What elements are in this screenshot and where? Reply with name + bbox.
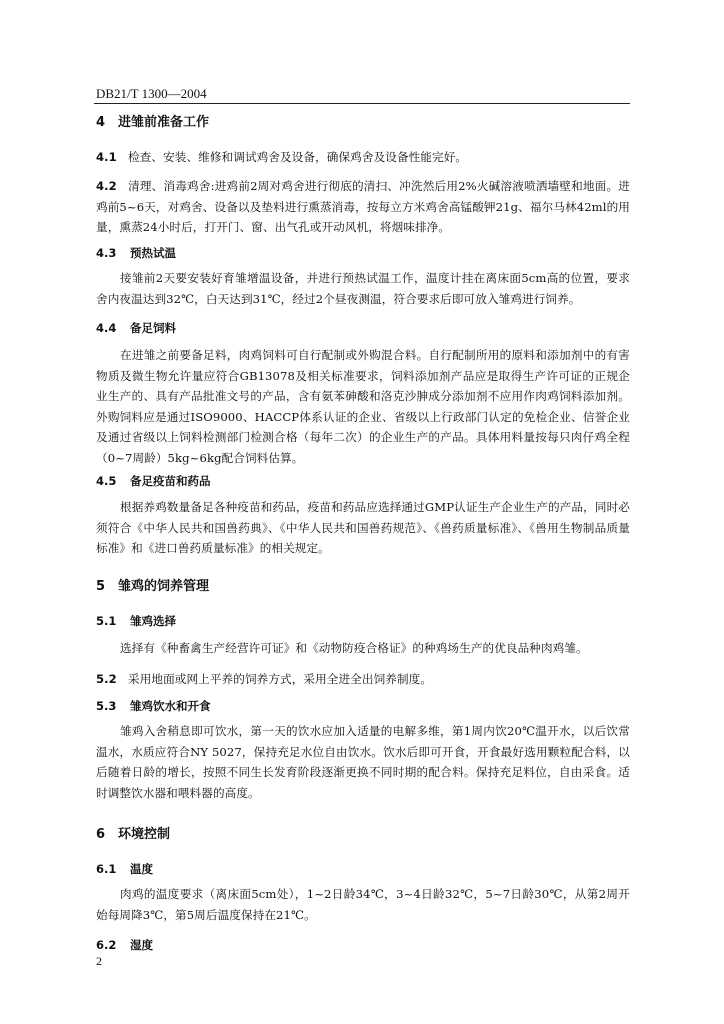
- section-title: 环境控制: [118, 827, 171, 842]
- clause-number: 4.1: [96, 150, 117, 164]
- section-4-heading: [96, 111, 209, 130]
- clause-5-3-body: 雏鸡入舍稍息即可饮水，第一天的饮水应加入适量的电解多维，第1周内饮20℃温开水，以后饮常温水，水质应符合NY 5027，保持充足水位自由饮水。饮水后即可开食，开食最好选用颗粒配合料，以后随着日龄的增长，按照不同生长发育阶段逐渐更换不同时期的配合料。保持充足料位，自由采食。适时调整饮水器和喂料器的高度。: [96, 724, 630, 800]
- clause-number: 5.2: [96, 672, 117, 686]
- clause-title: 雏鸡饮水和开食: [130, 699, 211, 713]
- section-title: 进雏前准备工作: [118, 115, 210, 130]
- clause-6-1-heading: [96, 861, 153, 877]
- clause-text: 清理、消毒鸡舍:进鸡前2周对鸡舍进行彻底的清扫、冲洗然后用2%火碱溶液喷洒墙壁和地面。进鸡前5~6天，对鸡舍、设备以及垫料进行熏蒸消毒，按每立方米鸡舍高锰酸钾21g、福尔马林42ml的用量，熏蒸24小时后，打开门、窗、出气孔或开动风机，将烟味排净。: [96, 179, 630, 234]
- clause-4-1: [96, 147, 630, 168]
- clause-title: 预热试温: [130, 246, 176, 260]
- clause-number: 5.1: [96, 614, 117, 628]
- clause-number: 4.4: [96, 321, 117, 335]
- clause-title: 湿度: [130, 938, 153, 952]
- standard-code: DB21/T 1300—2004: [96, 86, 207, 101]
- section-number: 4: [96, 115, 106, 130]
- section-number: 5: [96, 579, 106, 594]
- clause-5-1-heading: [96, 613, 176, 629]
- clause-4-4-body: 在进雏之前要备足料，肉鸡饲料可自行配制或外购混合料。自行配制所用的原料和添加剂中的有害物质及微生物允许量应符合GB13078及相关标准要求，饲料添加剂产品应是取得生产许可证的正规企业生产的、具有产品批准文号的产品，含有氨苯砷酸和洛克沙胂成分添加剂不应用作肉鸡饲料添加剂。外购饲料应是通过ISO9000、HACCP体系认证的企业、省级以上行政部门认定的免检企业、信誉企业及通过省级以上饲料检测部门检测合格（每年二次）的企业生产的产品。具体用料量按每只肉仔鸡全程（0~7周龄）5kg~6kg配合饲料估算。: [96, 348, 630, 465]
- clause-title: 备足疫苗和药品: [130, 474, 211, 488]
- clause-title: 雏鸡选择: [130, 614, 176, 628]
- section-number: 6: [96, 827, 106, 842]
- clause-number: 5.3: [96, 699, 117, 713]
- clause-5-3-heading: [96, 698, 211, 714]
- clause-number: 4.3: [96, 246, 117, 260]
- clause-title: 备足饲料: [130, 321, 176, 335]
- clause-4-3-body: 接雏前2天要安装好育雏增温设备，并进行预热试温工作，温度计挂在离床面5cm高的位置，要求舍内夜温达到32℃，白天达到31℃，经过2个昼夜测温，符合要求后即可放入雏鸡进行饲养。: [96, 271, 630, 306]
- clause-number: 6.1: [96, 862, 117, 876]
- header-divider: [94, 103, 630, 104]
- clause-text: 采用地面或网上平养的饲养方式，采用全进全出饲养制度。: [128, 672, 433, 686]
- section-6-heading: [96, 823, 170, 842]
- section-title: 雏鸡的饲养管理: [118, 579, 210, 594]
- clause-4-3-heading: [96, 245, 176, 261]
- clause-6-1-body: 肉鸡的温度要求（离床面5cm处），1~2日龄34℃，3~4日龄32℃，5~7日龄30℃，从第2周开始每周降3℃，第5周后温度保持在21℃。: [96, 887, 630, 922]
- clause-4-5-heading: [96, 473, 211, 489]
- clause-number: 4.2: [96, 179, 117, 193]
- clause-title: 温度: [130, 862, 153, 876]
- clause-number: 4.5: [96, 474, 117, 488]
- section-5-heading: [96, 575, 209, 594]
- clause-text: 检查、安装、维修和调试鸡舍及设备，确保鸡舍及设备性能完好。: [128, 150, 468, 164]
- clause-5-2: [96, 669, 630, 690]
- clause-number: 6.2: [96, 938, 117, 952]
- clause-4-5-body: 根据养鸡数量备足各种疫苗和药品，疫苗和药品应选择通过GMP认证生产企业生产的产品，同时必须符合《中华人民共和国兽药典》、《中华人民共和国兽药规范》、《兽药质量标准》、《兽用生物制品质量标准》和《进口兽药质量标准》的相关规定。: [96, 500, 630, 555]
- page-number: 2: [96, 954, 102, 968]
- clause-4-4-heading: [96, 320, 176, 336]
- clause-5-1-body: 选择有《种畜禽生产经营许可证》和《动物防疫合格证》的种鸡场生产的优良品种肉鸡雏。: [120, 641, 588, 655]
- clause-4-2: [96, 176, 630, 238]
- clause-6-2-heading: [96, 937, 153, 953]
